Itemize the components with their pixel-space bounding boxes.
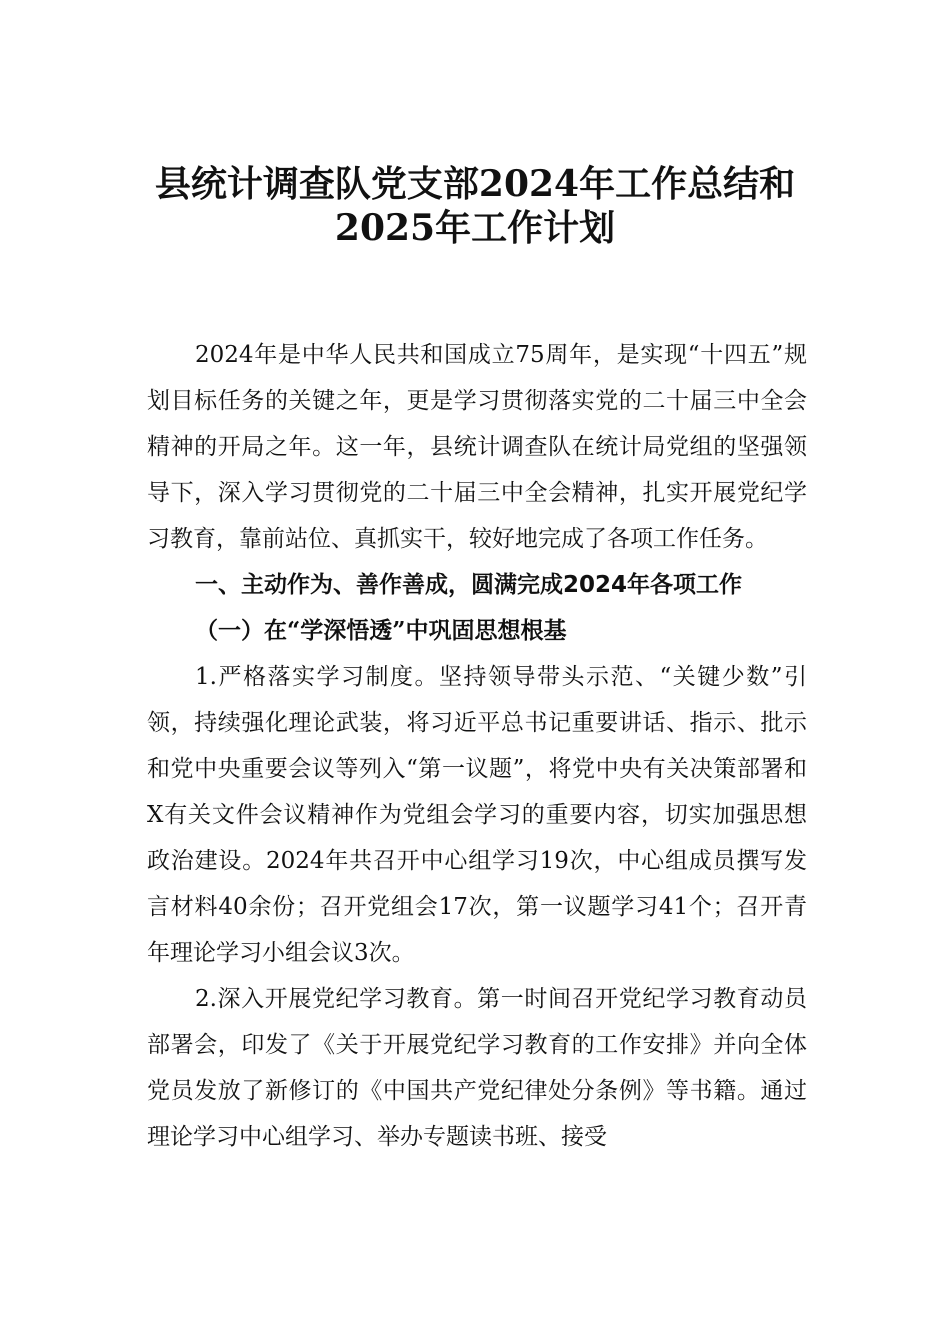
section-heading-1: 一、主动作为、善作善成，圆满完成2024年各项工作 [195, 572, 743, 598]
document-title-line-2: 2025年工作计划 [334, 207, 616, 249]
item-paragraph-1: 1.严格落实学习制度。坚持领导带头示范、“关键少数”引领，持续强化理论武装，将习近平总书记重要讲话、指示、批示和党中央重要会议等列入“第一议题”，将党中央有关决策部署和X有关文件会议精神作为党组会学习的重要内容，切实加强思想政治建设。2024年共召开中心组学习19次，中心组成员撰写发言材料40余份；召开党组会17次，第一议题学习41个；召开青年理论学习小组会议3次。 [147, 664, 807, 966]
intro-paragraph: 2024年是中华人民共和国成立75周年，是实现“十四五”规划目标任务的关键之年，更是学习贯彻落实党的二十届三中全会精神的开局之年。这一年，县统计调查队在统计局党组的坚强领导下，深入学习贯彻党的二十届三中全会精神，扎实开展党纪学习教育，靠前站位、真抓实干，较好地完成了各项工作任务。 [147, 342, 807, 552]
document-body [147, 332, 807, 1160]
subsection-heading-1: （一）在“学深悟透”中巩固思想根基 [195, 617, 567, 644]
document-title-line-1: 县统计调查队党支部2024年工作总结和 [154, 163, 796, 205]
item-paragraph-2: 2.深入开展党纪学习教育。第一时间召开党纪学习教育动员部署会，印发了《关于开展党纪学习教育的工作安排》并向全体党员发放了新修订的《中国共产党纪律处分条例》等书籍。通过理论学习中心组学习、举办专题读书班、接受 [147, 986, 807, 1150]
